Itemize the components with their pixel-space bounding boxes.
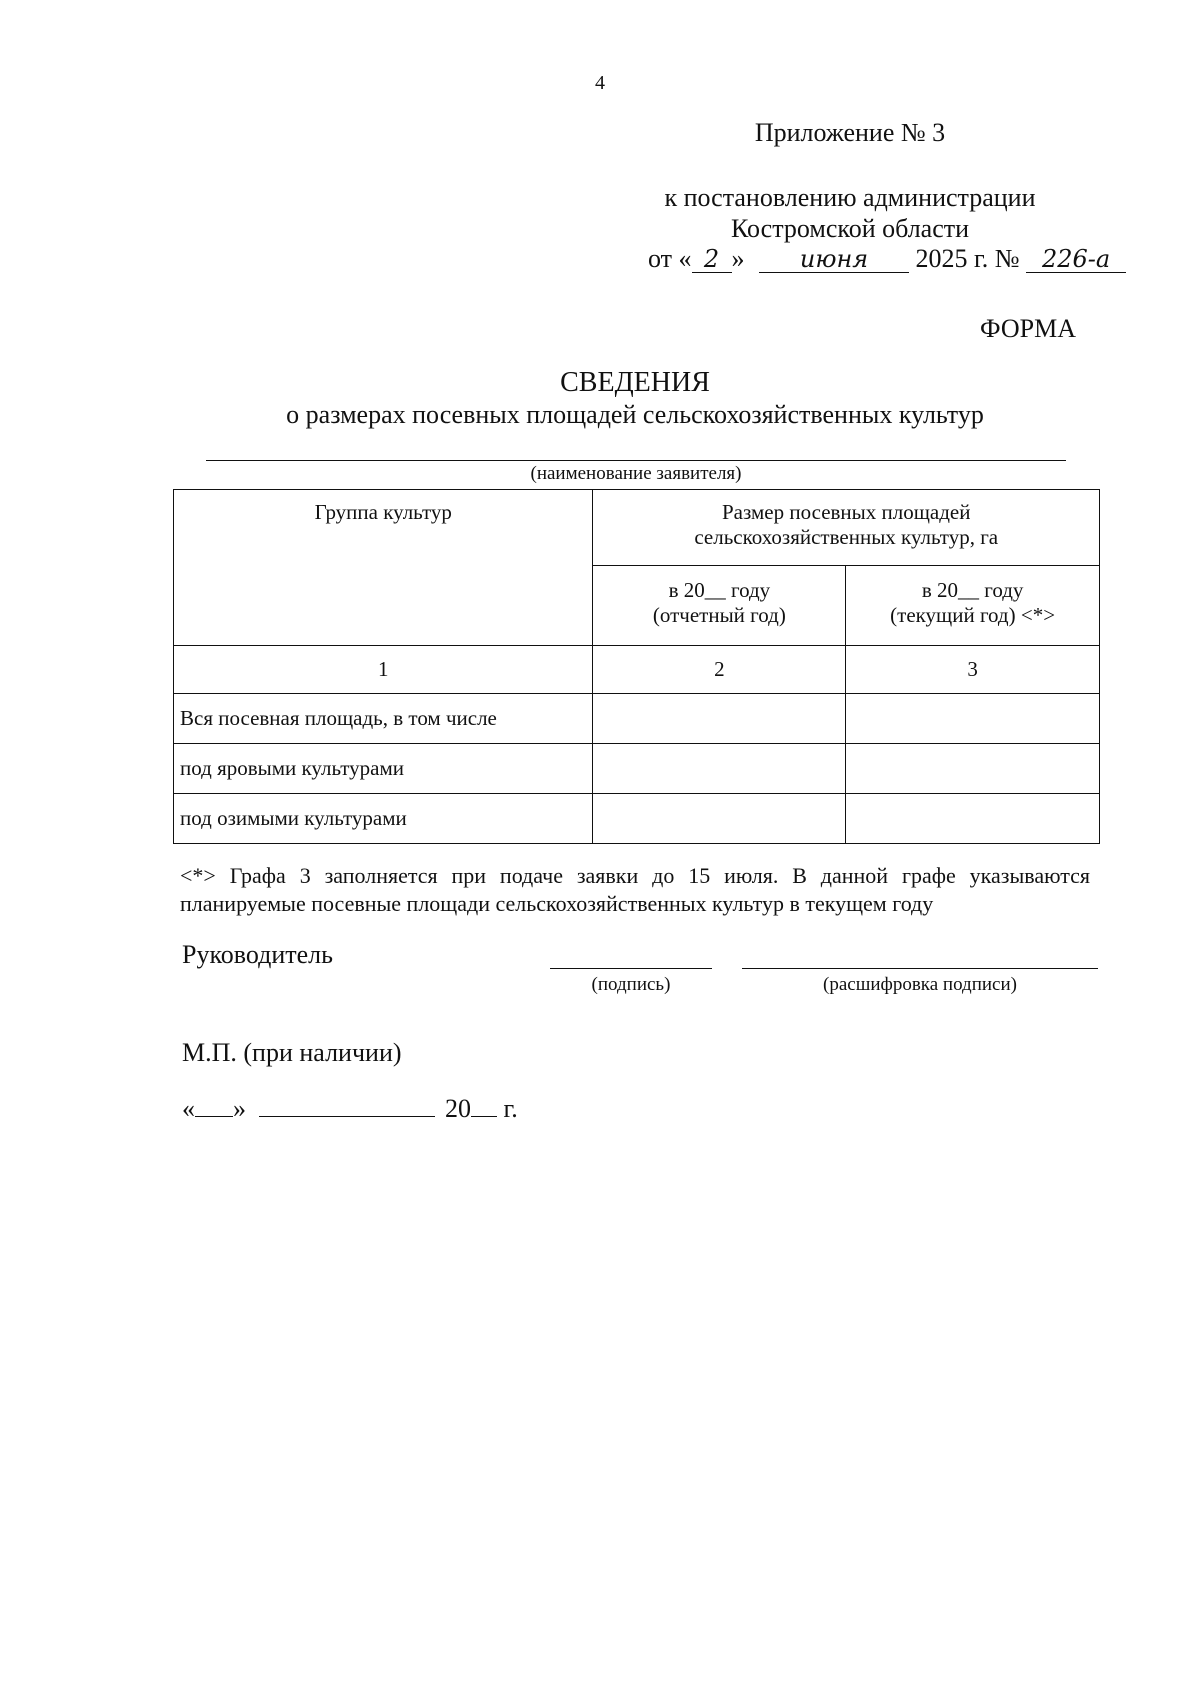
cell-spring-reporting[interactable]	[593, 744, 846, 794]
cell-winter-current[interactable]	[846, 794, 1100, 844]
head-label: Руководитель	[182, 940, 333, 969]
header-reporting-year-line-1: в 20__ году	[668, 578, 771, 602]
signature-decoding-field[interactable]	[742, 968, 1098, 969]
header-current-year	[846, 566, 1100, 646]
table-row	[174, 744, 1100, 794]
header-reporting-year-line-2: (отчетный год)	[652, 603, 786, 627]
cell-spring-current[interactable]	[846, 744, 1100, 794]
row-label-spring: под яровыми культурами	[174, 744, 593, 794]
document-title: СВЕДЕНИЯ	[560, 367, 710, 398]
row-label-winter: под озимыми культурами	[174, 794, 593, 844]
decree-reference	[640, 182, 1060, 244]
handwritten-day: 2	[692, 246, 732, 273]
page-number: 4	[595, 72, 605, 94]
date-open-quote: «	[182, 1094, 195, 1123]
date-year-suffix: г.	[503, 1094, 518, 1123]
date-month-field[interactable]	[259, 1092, 435, 1117]
footnote: <*> Графа 3 заполняется при подаче заявки до 15 июля. В данной графе указываются планируемые посевные площади сельскохозяйственных культур в текущем году	[180, 863, 1090, 916]
applicant-caption: (наименование заявителя)	[530, 463, 742, 484]
column-number-1: 1	[174, 646, 593, 694]
decree-line-2: Костромской области	[730, 214, 970, 243]
cell-total-reporting[interactable]	[593, 694, 846, 744]
date-close-quote: »	[233, 1094, 246, 1123]
decree-date-line	[648, 244, 1126, 278]
signature-field[interactable]	[550, 968, 712, 969]
decree-year-number: 2025 г. №	[915, 244, 1020, 273]
column-number-2: 2	[593, 646, 846, 694]
header-current-year-line-2: (текущий год) <*>	[890, 603, 1056, 627]
header-area-size	[593, 490, 1100, 566]
appendix-title: Приложение № 3	[754, 118, 946, 147]
handwritten-decree-number: 226-а	[1026, 246, 1126, 273]
date-day-close: »	[731, 244, 745, 273]
date-year-prefix: 20	[445, 1094, 471, 1123]
table-row	[174, 694, 1100, 744]
document-subtitle: о размерах посевных площадей сельскохозяйственных культур	[286, 400, 984, 429]
applicant-name-field[interactable]	[206, 460, 1066, 461]
date-day-field[interactable]	[195, 1092, 233, 1117]
decree-line-1: к постановлению администрации	[664, 183, 1036, 212]
crop-area-table	[173, 489, 1100, 844]
header-reporting-year	[593, 566, 846, 646]
header-crop-group: Группа культур	[174, 490, 593, 646]
date-block	[182, 1092, 518, 1124]
date-prefix: от «	[648, 244, 692, 273]
header-area-size-line-2: сельскохозяйственных культур, га	[694, 525, 999, 549]
cell-total-current[interactable]	[846, 694, 1100, 744]
table-row	[174, 794, 1100, 844]
handwritten-month: июня	[759, 246, 909, 273]
stamp-label: М.П. (при наличии)	[182, 1038, 402, 1067]
date-year-field[interactable]	[471, 1092, 497, 1117]
form-label: ФОРМА	[980, 314, 1076, 343]
cell-winter-reporting[interactable]	[593, 794, 846, 844]
header-current-year-line-1: в 20__ году	[921, 578, 1024, 602]
row-label-total: Вся посевная площадь, в том числе	[174, 694, 593, 744]
signature-caption: (подпись)	[591, 974, 671, 995]
signature-decoding-caption: (расшифровка подписи)	[823, 974, 1017, 995]
header-area-size-line-1: Размер посевных площадей	[722, 500, 971, 524]
column-number-3: 3	[846, 646, 1100, 694]
